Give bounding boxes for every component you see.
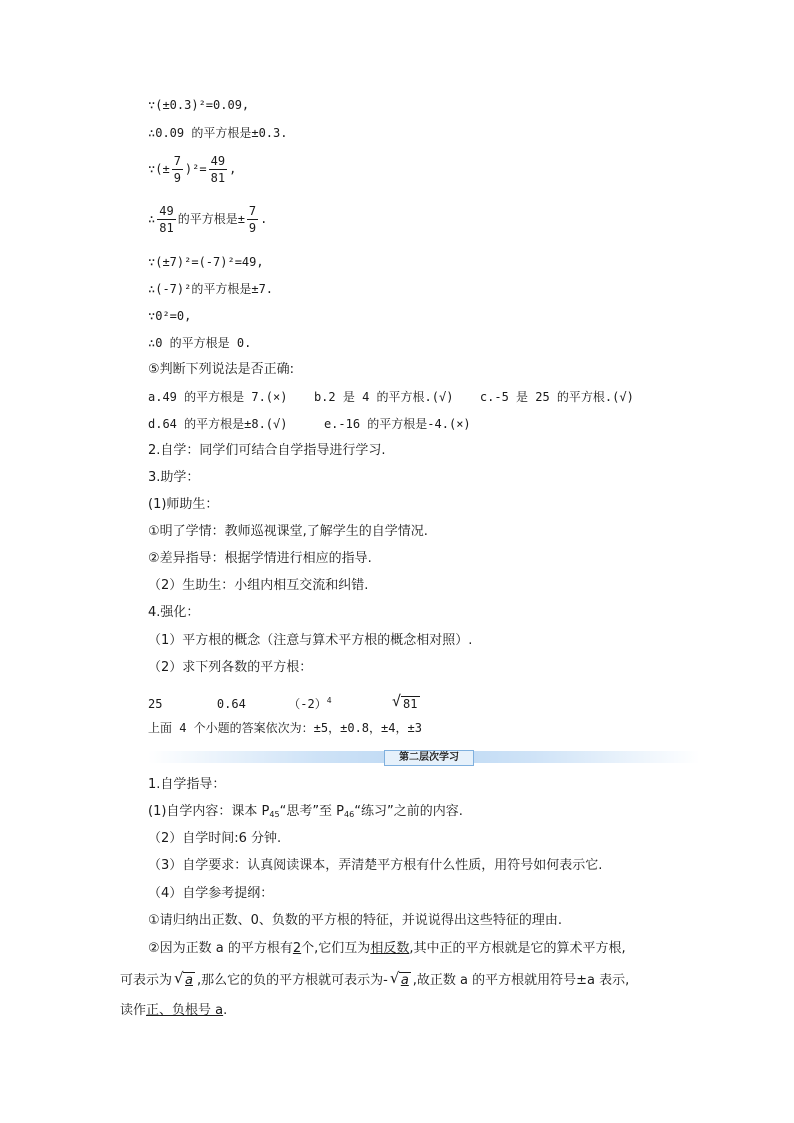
- denominator: 81: [210, 171, 226, 185]
- judgement-e: e.-16 的平方根是-4.(×): [323, 417, 471, 431]
- text-line: ∵0²=0,: [148, 309, 192, 323]
- text-line: 1.自学指导：: [148, 777, 226, 792]
- text-line: ∵(±0.3)²=0.09,: [148, 98, 250, 112]
- text-line: ∵(±7)²=(-7)²=49,: [148, 255, 264, 269]
- text-line-fraction: [148, 203, 267, 236]
- exercise-row: [148, 692, 422, 713]
- text-line: ②因为正数 a 的平方根有2个,它们互为相反数,其中正的平方根就是它的算术平方根,: [148, 941, 626, 956]
- numerator: 7: [173, 154, 181, 168]
- text-line: （2）求下列各数的平方根：: [148, 660, 313, 675]
- numerator: 49: [210, 154, 226, 168]
- text-line: 3.助学：: [148, 470, 200, 485]
- text-fragment: ∴: [148, 212, 156, 226]
- judgement-c: c.-5 是 25 的平方根.(√): [479, 390, 634, 404]
- exercise-item: 0.64: [216, 697, 246, 711]
- text-fragment: )²=: [184, 162, 207, 176]
- text-line: 可表示为 √ a ,那么它的负的平方根就可表示为- √ a ,故正数 a 的平方根就用符号±a 表示,: [120, 969, 630, 988]
- text-fragment: 的平方根是±: [177, 212, 245, 226]
- square-root: √ 81: [392, 692, 418, 711]
- judgement-b: b.2 是 4 的平方根.(√): [313, 390, 454, 404]
- denominator: 9: [173, 171, 181, 185]
- exercise-item: $(-2)^4$: [288, 696, 332, 711]
- text-line: ∴0.09 的平方根是±0.3.: [148, 126, 288, 140]
- underlined-answer: 2: [292, 941, 302, 956]
- text-line: ∴0 的平方根是 0.: [148, 336, 252, 350]
- text-line: ①明了学情：教师巡视课堂,了解学生的自学情况.: [148, 524, 428, 539]
- text-line: (1)自学内容：课本 $P_{45}“$思考”至 $P_{46}“$练习”之前的内容.: [148, 804, 463, 819]
- text-line: 4.强化：: [148, 605, 200, 620]
- text-fragment: .: [260, 212, 268, 226]
- text-line: 2.自学：同学们可结合自学指导进行学习.: [148, 443, 386, 458]
- text-line: ②差异指导：根据学情进行相应的指导.: [148, 551, 372, 566]
- section-banner-label: 第二层次学习: [384, 750, 474, 766]
- text-line: （2）自学时间:6 分钟.: [148, 831, 282, 846]
- text-line: ∴(-7)²的平方根是±7.: [148, 282, 274, 296]
- text-line: [148, 388, 634, 406]
- denominator: 81: [159, 221, 174, 235]
- underlined-answer: 正、负根号 a: [146, 1003, 224, 1018]
- text-line: [148, 415, 471, 433]
- square-root: √ a: [389, 969, 409, 988]
- square-root: √ a: [174, 969, 193, 988]
- fraction: [157, 203, 175, 236]
- fraction: [247, 203, 258, 236]
- text-line: (1)师助生：: [148, 497, 219, 512]
- text-line: （2）生助生：小组内相互交流和纠错.: [148, 578, 369, 593]
- text-line: 上面 4 个小题的答案依次为：±5，±0.8，±4，±3: [148, 721, 422, 735]
- judgement-a: a.49 的平方根是 7.(×): [148, 390, 288, 404]
- text-fragment: ∵(±: [148, 162, 170, 176]
- text-line: （4）自学参考提纲：: [148, 886, 274, 901]
- denominator: 9: [248, 221, 257, 235]
- text-line: （1）平方根的概念（注意与算术平方根的概念相对照）.: [148, 633, 473, 648]
- text-line: ①请归纳出正数、0、负数的平方根的特征，并说说得出这些特征的理由.: [148, 913, 563, 928]
- fraction: [209, 153, 227, 186]
- exercise-item: 25: [148, 697, 163, 711]
- text-line: ⑤判断下列说法是否正确:: [148, 362, 295, 377]
- text-line: （3）自学要求：认真阅读课本，弄清楚平方根有什么性质，用符号如何表示它.: [148, 858, 603, 873]
- text-line: 读作正、负根号 a.: [120, 1003, 228, 1018]
- judgement-d: d.64 的平方根是±8.(√): [148, 417, 288, 431]
- numerator: 7: [248, 204, 257, 218]
- text-fragment: ,: [229, 162, 237, 176]
- numerator: 49: [159, 204, 174, 218]
- fraction: [172, 153, 183, 186]
- text-line-fraction: [148, 153, 236, 186]
- underlined-answer: 相反数: [370, 941, 410, 956]
